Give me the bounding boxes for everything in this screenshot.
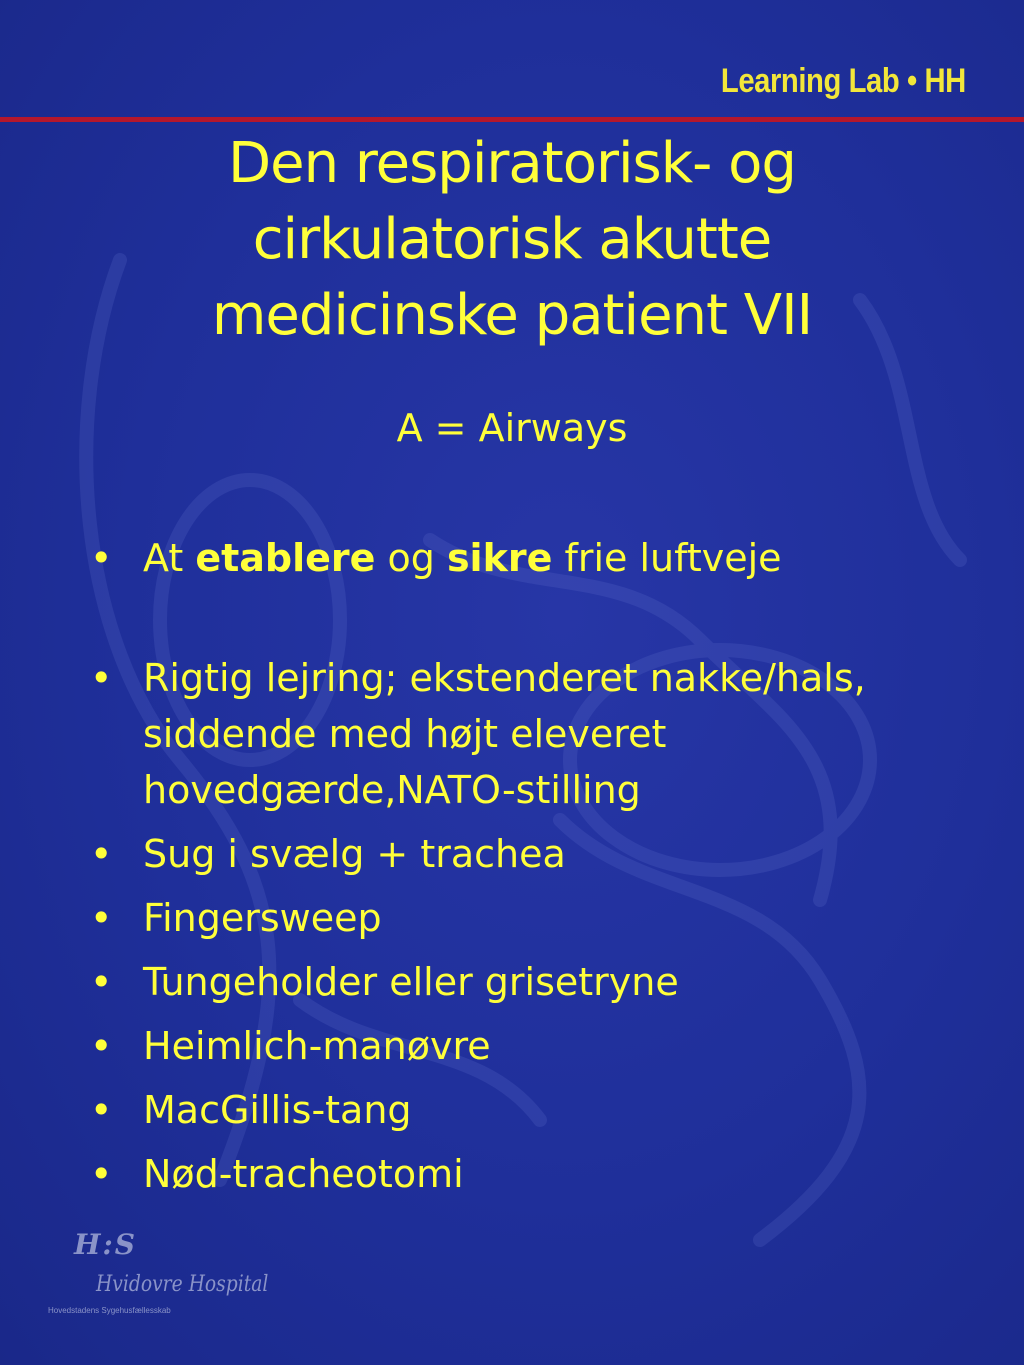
title-line: cirkulatorisk akutte (252, 207, 772, 272)
logo-name: Hvidovre Hospital (96, 1272, 269, 1297)
header-divider (0, 117, 1024, 122)
slide-subtitle: A = Airways (396, 406, 628, 450)
bullet-item (88, 1018, 988, 1074)
bullet-item (88, 826, 988, 882)
brand-label: Learning Lab • HH (721, 62, 966, 100)
bullet-text-mid: og (375, 536, 447, 580)
bullet-marker: • (90, 1088, 113, 1132)
bullet-text: Heimlich-manøvre (143, 1024, 491, 1068)
bullet-item (88, 530, 988, 586)
bullet-item (88, 650, 988, 818)
logo-tagline: Hovedstadens Sygehusfællesskab (48, 1306, 171, 1315)
bullet-marker: • (90, 896, 113, 940)
bullet-text: MacGillis-tang (143, 1088, 412, 1132)
bullet-list (88, 530, 988, 1210)
bullet-item (88, 1146, 988, 1202)
bullet-text-pre: At (143, 536, 196, 580)
bullet-marker: • (90, 1024, 113, 1068)
bullet-text: Tungeholder eller grisetryne (143, 960, 679, 1004)
title-line: Den respiratorisk- og (228, 131, 796, 196)
bullet-text-bold: etablere (195, 536, 376, 580)
bullet-item (88, 1082, 988, 1138)
bullet-marker: • (90, 536, 113, 580)
bullet-marker: • (90, 960, 113, 1004)
bullet-item (88, 954, 988, 1010)
bullet-text: Sug i svælg + trachea (143, 832, 566, 876)
bullet-item (88, 890, 988, 946)
slide-title (60, 126, 964, 354)
hospital-logo (48, 1228, 269, 1328)
bullet-text: Rigtig lejring; ekstenderet nakke/hals, siddende med højt eleveret hovedgærde,NATO-stilling (143, 656, 866, 812)
bullet-marker: • (90, 1152, 113, 1196)
logo-mark: H:S (74, 1228, 138, 1261)
title-line: medicinske patient VII (211, 283, 813, 348)
bullet-text-post: frie luftveje (552, 536, 782, 580)
bullet-text: Fingersweep (143, 896, 382, 940)
bullet-marker: • (90, 656, 113, 700)
bullet-text: Nød-tracheotomi (143, 1152, 464, 1196)
bullet-text-bold: sikre (446, 536, 553, 580)
bullet-marker: • (90, 832, 113, 876)
